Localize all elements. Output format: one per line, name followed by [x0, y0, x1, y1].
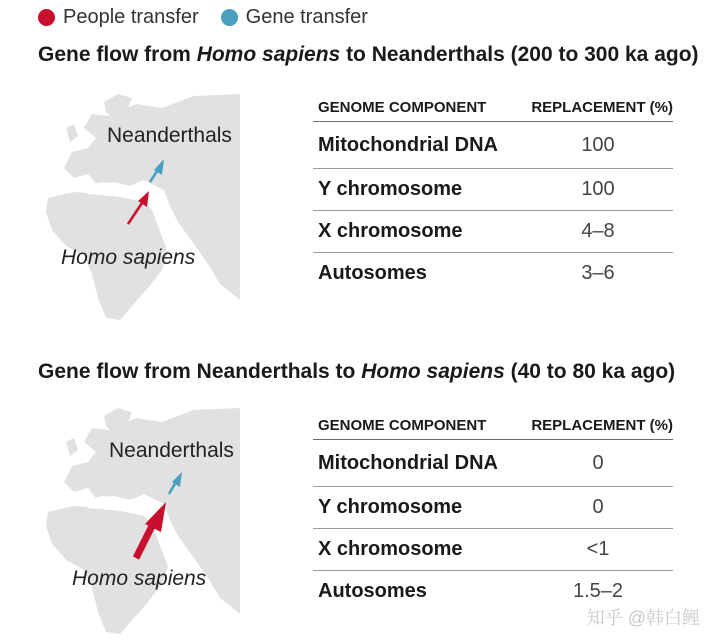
row-component: X chromosome: [313, 211, 518, 253]
red-dot-icon: [38, 9, 55, 26]
table-row: [313, 169, 673, 211]
legend-item-people: [38, 6, 199, 29]
row-value: 1.5–2: [572, 580, 624, 602]
row-component: Autosomes: [318, 580, 427, 602]
table-row: [313, 211, 673, 253]
section-2-title: Gene flow from Neanderthals to Homo sapiens (40 to 80 ka ago): [38, 360, 676, 383]
column-header-component: GENOME COMPONENT: [313, 408, 518, 440]
table-row: [313, 253, 673, 295]
section-2-table: [313, 408, 673, 612]
row-component: X chromosome: [313, 529, 518, 571]
row-component: Mitochondrial DNA: [313, 440, 518, 487]
column-header-component: GENOME COMPONENT: [313, 90, 518, 122]
section-1-title: Gene flow from Homo sapiens to Neanderthals (200 to 300 ka ago): [38, 43, 699, 66]
table-row: [313, 487, 673, 529]
map-2: [44, 408, 240, 638]
map-1-label-homo-sapiens: Homo sapiens: [61, 246, 196, 269]
legend-item-gene: [221, 6, 368, 29]
blue-dot-icon: [221, 9, 238, 26]
row-value: 0: [518, 487, 673, 529]
row-value: 3–6: [581, 262, 615, 284]
row-value: 100: [518, 169, 673, 211]
row-component: Autosomes: [318, 262, 427, 284]
column-header-replacement: REPLACEMENT (%): [518, 90, 673, 122]
landmass-britain: [66, 438, 78, 456]
table-header-row: [313, 408, 673, 440]
row-component: Y chromosome: [313, 487, 518, 529]
table-row: [313, 122, 673, 169]
row-value: 0: [518, 440, 673, 487]
row-value: 100: [518, 122, 673, 169]
landmass-britain: [66, 124, 78, 142]
map-2-label-homo-sapiens: Homo sapiens: [72, 567, 207, 590]
section-1-table: [313, 90, 673, 294]
legend: [38, 4, 390, 30]
map-1: [44, 94, 240, 324]
column-header-replacement: REPLACEMENT (%): [518, 408, 673, 440]
row-value: 4–8: [518, 211, 673, 253]
table-row: [313, 529, 673, 571]
row-component: Y chromosome: [313, 169, 518, 211]
legend-label-people: People transfer: [63, 5, 199, 28]
legend-label-gene: Gene transfer: [245, 5, 368, 28]
map-1-label-neanderthals: Neanderthals: [107, 124, 232, 147]
row-component: Mitochondrial DNA: [313, 122, 518, 169]
table-header-row: [313, 90, 673, 122]
map-2-label-neanderthals: Neanderthals: [109, 439, 234, 462]
table-row: [313, 440, 673, 487]
row-value: <1: [518, 529, 673, 571]
watermark: 知乎 @韩白鲤: [586, 608, 700, 628]
